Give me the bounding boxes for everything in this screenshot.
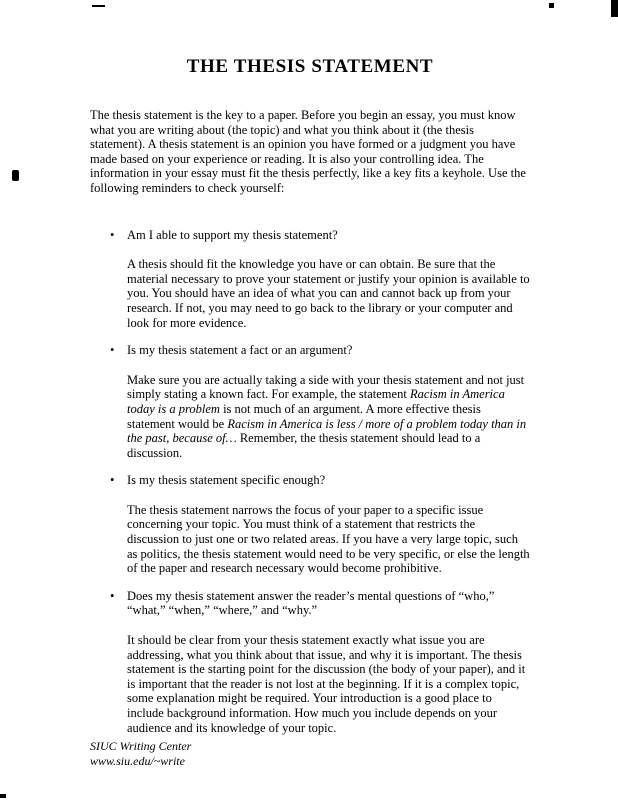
- bullet-section-support: [90, 228, 530, 331]
- page-title: THE THESIS STATEMENT: [186, 56, 434, 77]
- footer-url: www.siu.edu/~write: [90, 753, 185, 768]
- bullet-body: The thesis statement narrows the focus of your paper to a specific issue concerning your topic. You must think of a statement that restricts the discussion to just one or two related areas. If you have a very large topic, such as politics, the thesis statement would need to be very specific, or else the length of the paper and research necessary would become prohibitive.: [127, 502, 530, 576]
- body-text-segment: Remember, the thesis statement should lead to a discussion.: [127, 431, 481, 460]
- scan-artifact: [12, 170, 19, 181]
- bullet-icon: •: [110, 343, 115, 358]
- body-text-segment-italic: Racism in America today is a problem: [127, 387, 505, 416]
- bullet-body: It should be clear from your thesis statement exactly what issue you are addressing, what you think about that issue, and why it is important. The thesis statement is the starting point for the discussion (the body of your paper), and it is important that the reader is not lost at the beginning. If it is a complex topic, some explanation might be required. Your introduction is a good place to include background information. How much you include depends on your audience and its knowledge of your topic.: [127, 633, 526, 735]
- scan-artifact: [549, 3, 554, 8]
- bullet-icon: •: [110, 473, 115, 488]
- bullet-question: Is my thesis statement a fact or an argument?: [127, 343, 353, 358]
- footer-org-name: SIUC Writing Center: [90, 739, 192, 753]
- bullet-question-row: [90, 473, 530, 488]
- bullet-icon: •: [110, 588, 115, 603]
- bullet-question: Am I able to support my thesis statement?: [127, 227, 338, 242]
- footer: [90, 739, 191, 768]
- bullet-section-fact-or-argument: [90, 343, 530, 460]
- bullet-question-row: [90, 228, 530, 243]
- scan-artifact: [0, 794, 6, 798]
- body-text-segment-italic: Racism in America is less / more of a problem today than in the past, because of…: [127, 416, 527, 446]
- scan-artifact: [92, 5, 105, 7]
- body-text-segment: Make sure you are actually taking a side with your thesis statement and not just simply stating a known fact. For example, the statement: [127, 372, 525, 402]
- bullet-icon: •: [110, 227, 115, 242]
- body-text-segment: is not much of an argument. A more effective thesis statement would be: [127, 401, 481, 431]
- bullet-question-row: [90, 589, 530, 618]
- bullet-question: Does my thesis statement answer the reader’s mental questions of “who,” “what,” “when,” “where,” and “why.”: [127, 588, 495, 618]
- bullet-question: Is my thesis statement specific enough?: [127, 473, 326, 488]
- bullet-section-specific: [90, 473, 530, 576]
- bullet-body: A thesis should fit the knowledge you have or can obtain. Be sure that the material necessary to prove your statement or justify your opinion is available to you. You should have an idea of what you can and cannot back up from your research. If not, you may need to go back to the library or your computer and look for more evidence.: [127, 257, 530, 330]
- scan-artifact: [611, 0, 618, 17]
- intro-paragraph: The thesis statement is the key to a paper. Before you begin an essay, you must know what you are writing about (the topic) and what you think about it (the thesis statement). A thesis statement is an opinion you have formed or a judgment you have made based on your experience or reading. It is also your controlling idea. The information in your essay must fit the thesis perfectly, like a key fits a keyhole. Use the following reminders to check yourself:: [90, 108, 526, 195]
- bullet-question-row: [90, 343, 530, 358]
- bullet-body: [127, 373, 530, 461]
- bullet-section-mental-questions: [90, 589, 530, 735]
